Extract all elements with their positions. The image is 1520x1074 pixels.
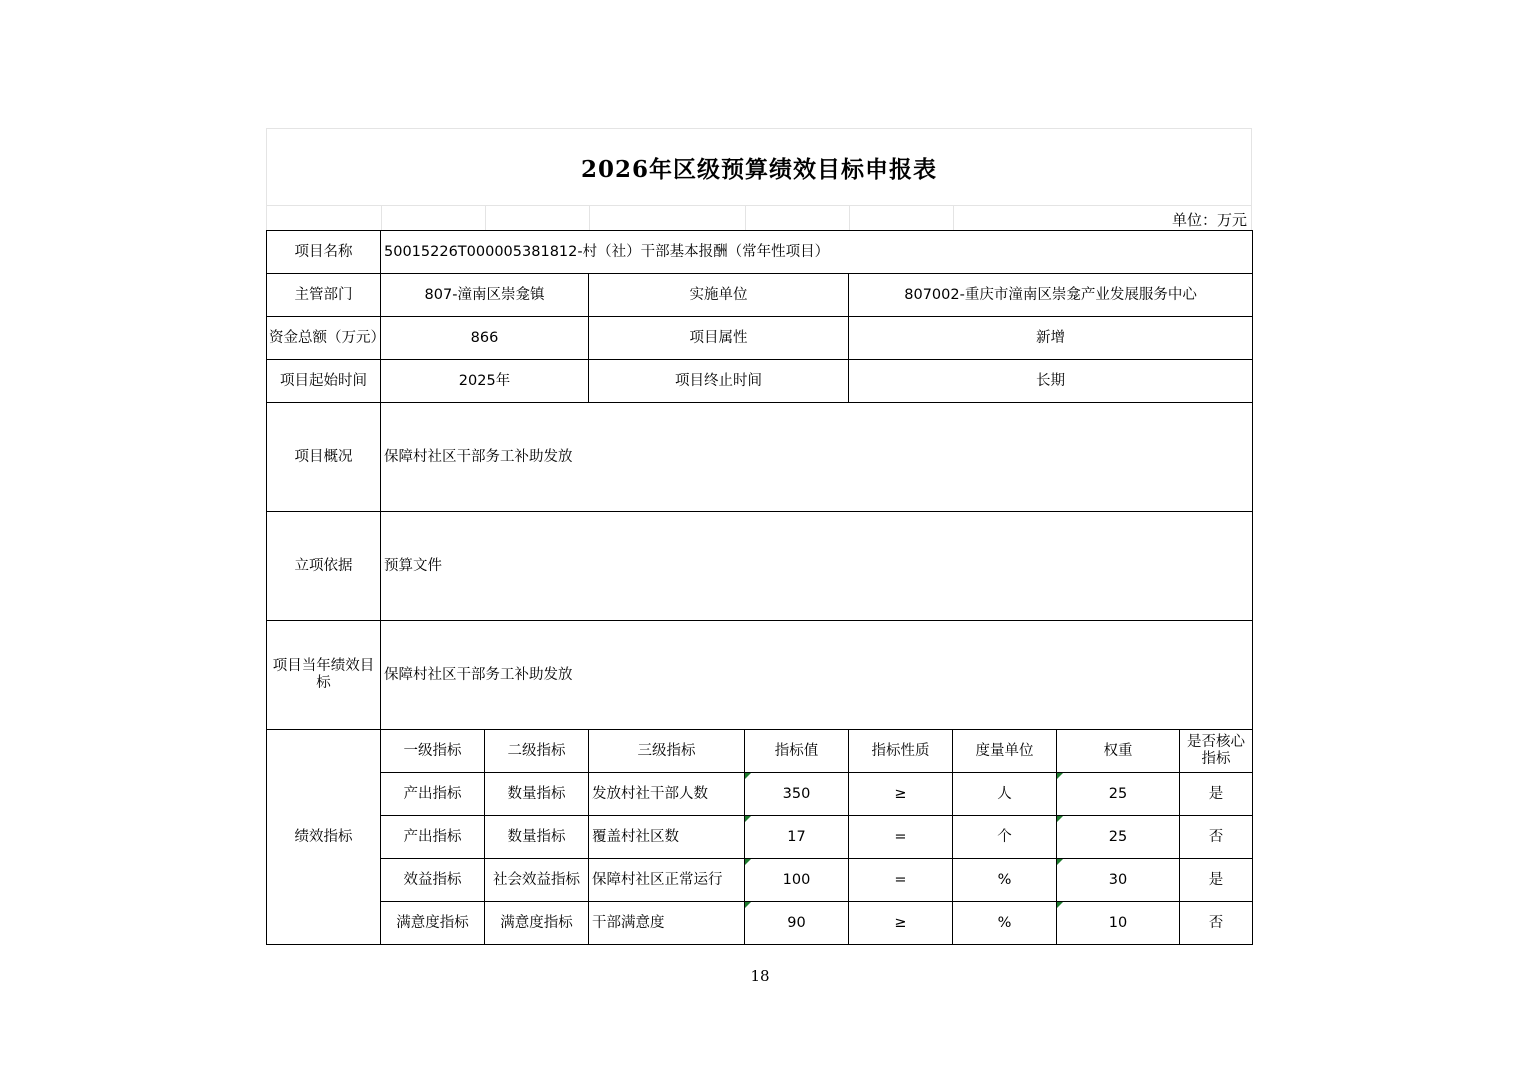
cell-level2: 数量指标 [485, 816, 589, 859]
cell-level1: 产出指标 [381, 816, 485, 859]
cell-nature: = [849, 816, 953, 859]
cell-marker [1057, 773, 1063, 779]
cell-level1: 满意度指标 [381, 902, 485, 945]
cell-marker [1057, 902, 1063, 908]
label-annual-goal: 项目当年绩效目标 [267, 621, 381, 730]
label-basis: 立项依据 [267, 512, 381, 621]
cell-marker [1057, 859, 1063, 865]
cell-value-text: 90 [787, 914, 806, 931]
unit-row [266, 205, 1252, 231]
cell-marker [745, 859, 751, 865]
unit-label: 单位：万元 [1171, 211, 1247, 229]
cell-nature: ≥ [849, 902, 953, 945]
cell-unit: % [953, 859, 1057, 902]
value-project-attr: 新增 [849, 317, 1253, 360]
cell-level3: 发放村社干部人数 [589, 773, 745, 816]
label-overview: 项目概况 [267, 403, 381, 512]
unit-row-gridline [381, 205, 382, 231]
cell-level2: 数量指标 [485, 773, 589, 816]
value-end-time: 长期 [849, 360, 1253, 403]
indicator-row [267, 902, 1253, 945]
report-title: 2026年区级预算绩效目标申报表 [580, 155, 937, 183]
cell-nature: ≥ [849, 773, 953, 816]
cell-value [745, 773, 849, 816]
cell-core: 否 [1180, 816, 1253, 859]
label-total-funds: 资金总额（万元） [267, 317, 381, 360]
indicator-header-row [267, 730, 1253, 773]
value-start-time: 2025年 [381, 360, 589, 403]
label-department: 主管部门 [267, 274, 381, 317]
indicator-row [267, 859, 1253, 902]
row-overview [267, 403, 1253, 512]
label-end-time: 项目终止时间 [589, 360, 849, 403]
cell-level3: 干部满意度 [589, 902, 745, 945]
header-value: 指标值 [745, 730, 849, 773]
unit-row-gridline [485, 205, 486, 231]
cell-unit: 人 [953, 773, 1057, 816]
report-sheet [266, 128, 1252, 946]
indicator-row [267, 773, 1253, 816]
row-annual-goal [267, 621, 1253, 730]
value-department: 807-潼南区崇龛镇 [381, 274, 589, 317]
cell-weight [1057, 816, 1180, 859]
cell-level3: 覆盖村社区数 [589, 816, 745, 859]
cell-level2: 社会效益指标 [485, 859, 589, 902]
row-time [267, 360, 1253, 403]
cell-level3: 保障村社区正常运行 [589, 859, 745, 902]
value-annual-goal: 保障村社区干部务工补助发放 [381, 621, 1253, 730]
cell-value [745, 902, 849, 945]
cell-weight-text: 30 [1108, 871, 1128, 888]
label-indicators: 绩效指标 [267, 730, 381, 945]
row-basis [267, 512, 1253, 621]
header-nature: 指标性质 [849, 730, 953, 773]
unit-row-gridline [267, 205, 1251, 206]
cell-value-text: 350 [782, 785, 811, 802]
page-number: 18 [750, 967, 770, 985]
label-project-attr: 项目属性 [589, 317, 849, 360]
indicator-row [267, 816, 1253, 859]
cell-weight-text: 10 [1108, 914, 1128, 931]
cell-level1: 效益指标 [381, 859, 485, 902]
cell-marker [745, 816, 751, 822]
header-level2: 二级指标 [485, 730, 589, 773]
cell-level2: 满意度指标 [485, 902, 589, 945]
cell-level1: 产出指标 [381, 773, 485, 816]
header-level3: 三级指标 [589, 730, 745, 773]
cell-marker [745, 902, 751, 908]
value-project-name: 50015226T000005381812-村（社）干部基本报酬（常年性项目） [381, 231, 1253, 274]
unit-row-gridline [849, 205, 850, 231]
cell-value [745, 816, 849, 859]
row-funds [267, 317, 1253, 360]
cell-core: 否 [1180, 902, 1253, 945]
row-project-name [267, 231, 1253, 274]
unit-row-gridline [745, 205, 746, 231]
unit-row-gridline [589, 205, 590, 231]
cell-weight-text: 25 [1108, 828, 1128, 845]
label-implementer: 实施单位 [589, 274, 849, 317]
cell-weight [1057, 859, 1180, 902]
row-department [267, 274, 1253, 317]
cell-nature: = [849, 859, 953, 902]
unit-row-gridline [953, 205, 954, 231]
label-start-time: 项目起始时间 [267, 360, 381, 403]
header-weight: 权重 [1057, 730, 1180, 773]
cell-weight [1057, 902, 1180, 945]
value-overview: 保障村社区干部务工补助发放 [381, 403, 1253, 512]
cell-value-text: 17 [787, 828, 806, 845]
cell-weight [1057, 773, 1180, 816]
value-total-funds: 866 [381, 317, 589, 360]
cell-unit: 个 [953, 816, 1057, 859]
cell-weight-text: 25 [1108, 785, 1128, 802]
title-band [266, 128, 1252, 205]
cell-core: 是 [1180, 773, 1253, 816]
budget-table [266, 230, 1253, 945]
cell-core: 是 [1180, 859, 1253, 902]
cell-unit: % [953, 902, 1057, 945]
header-unit: 度量单位 [953, 730, 1057, 773]
header-level1: 一级指标 [381, 730, 485, 773]
cell-value-text: 100 [782, 871, 811, 888]
value-implementer: 807002-重庆市潼南区崇龛产业发展服务中心 [849, 274, 1253, 317]
cell-marker [1057, 816, 1063, 822]
header-core: 是否核心指标 [1180, 730, 1253, 773]
cell-marker [745, 773, 751, 779]
label-project-name: 项目名称 [267, 231, 381, 274]
value-basis: 预算文件 [381, 512, 1253, 621]
cell-value [745, 859, 849, 902]
